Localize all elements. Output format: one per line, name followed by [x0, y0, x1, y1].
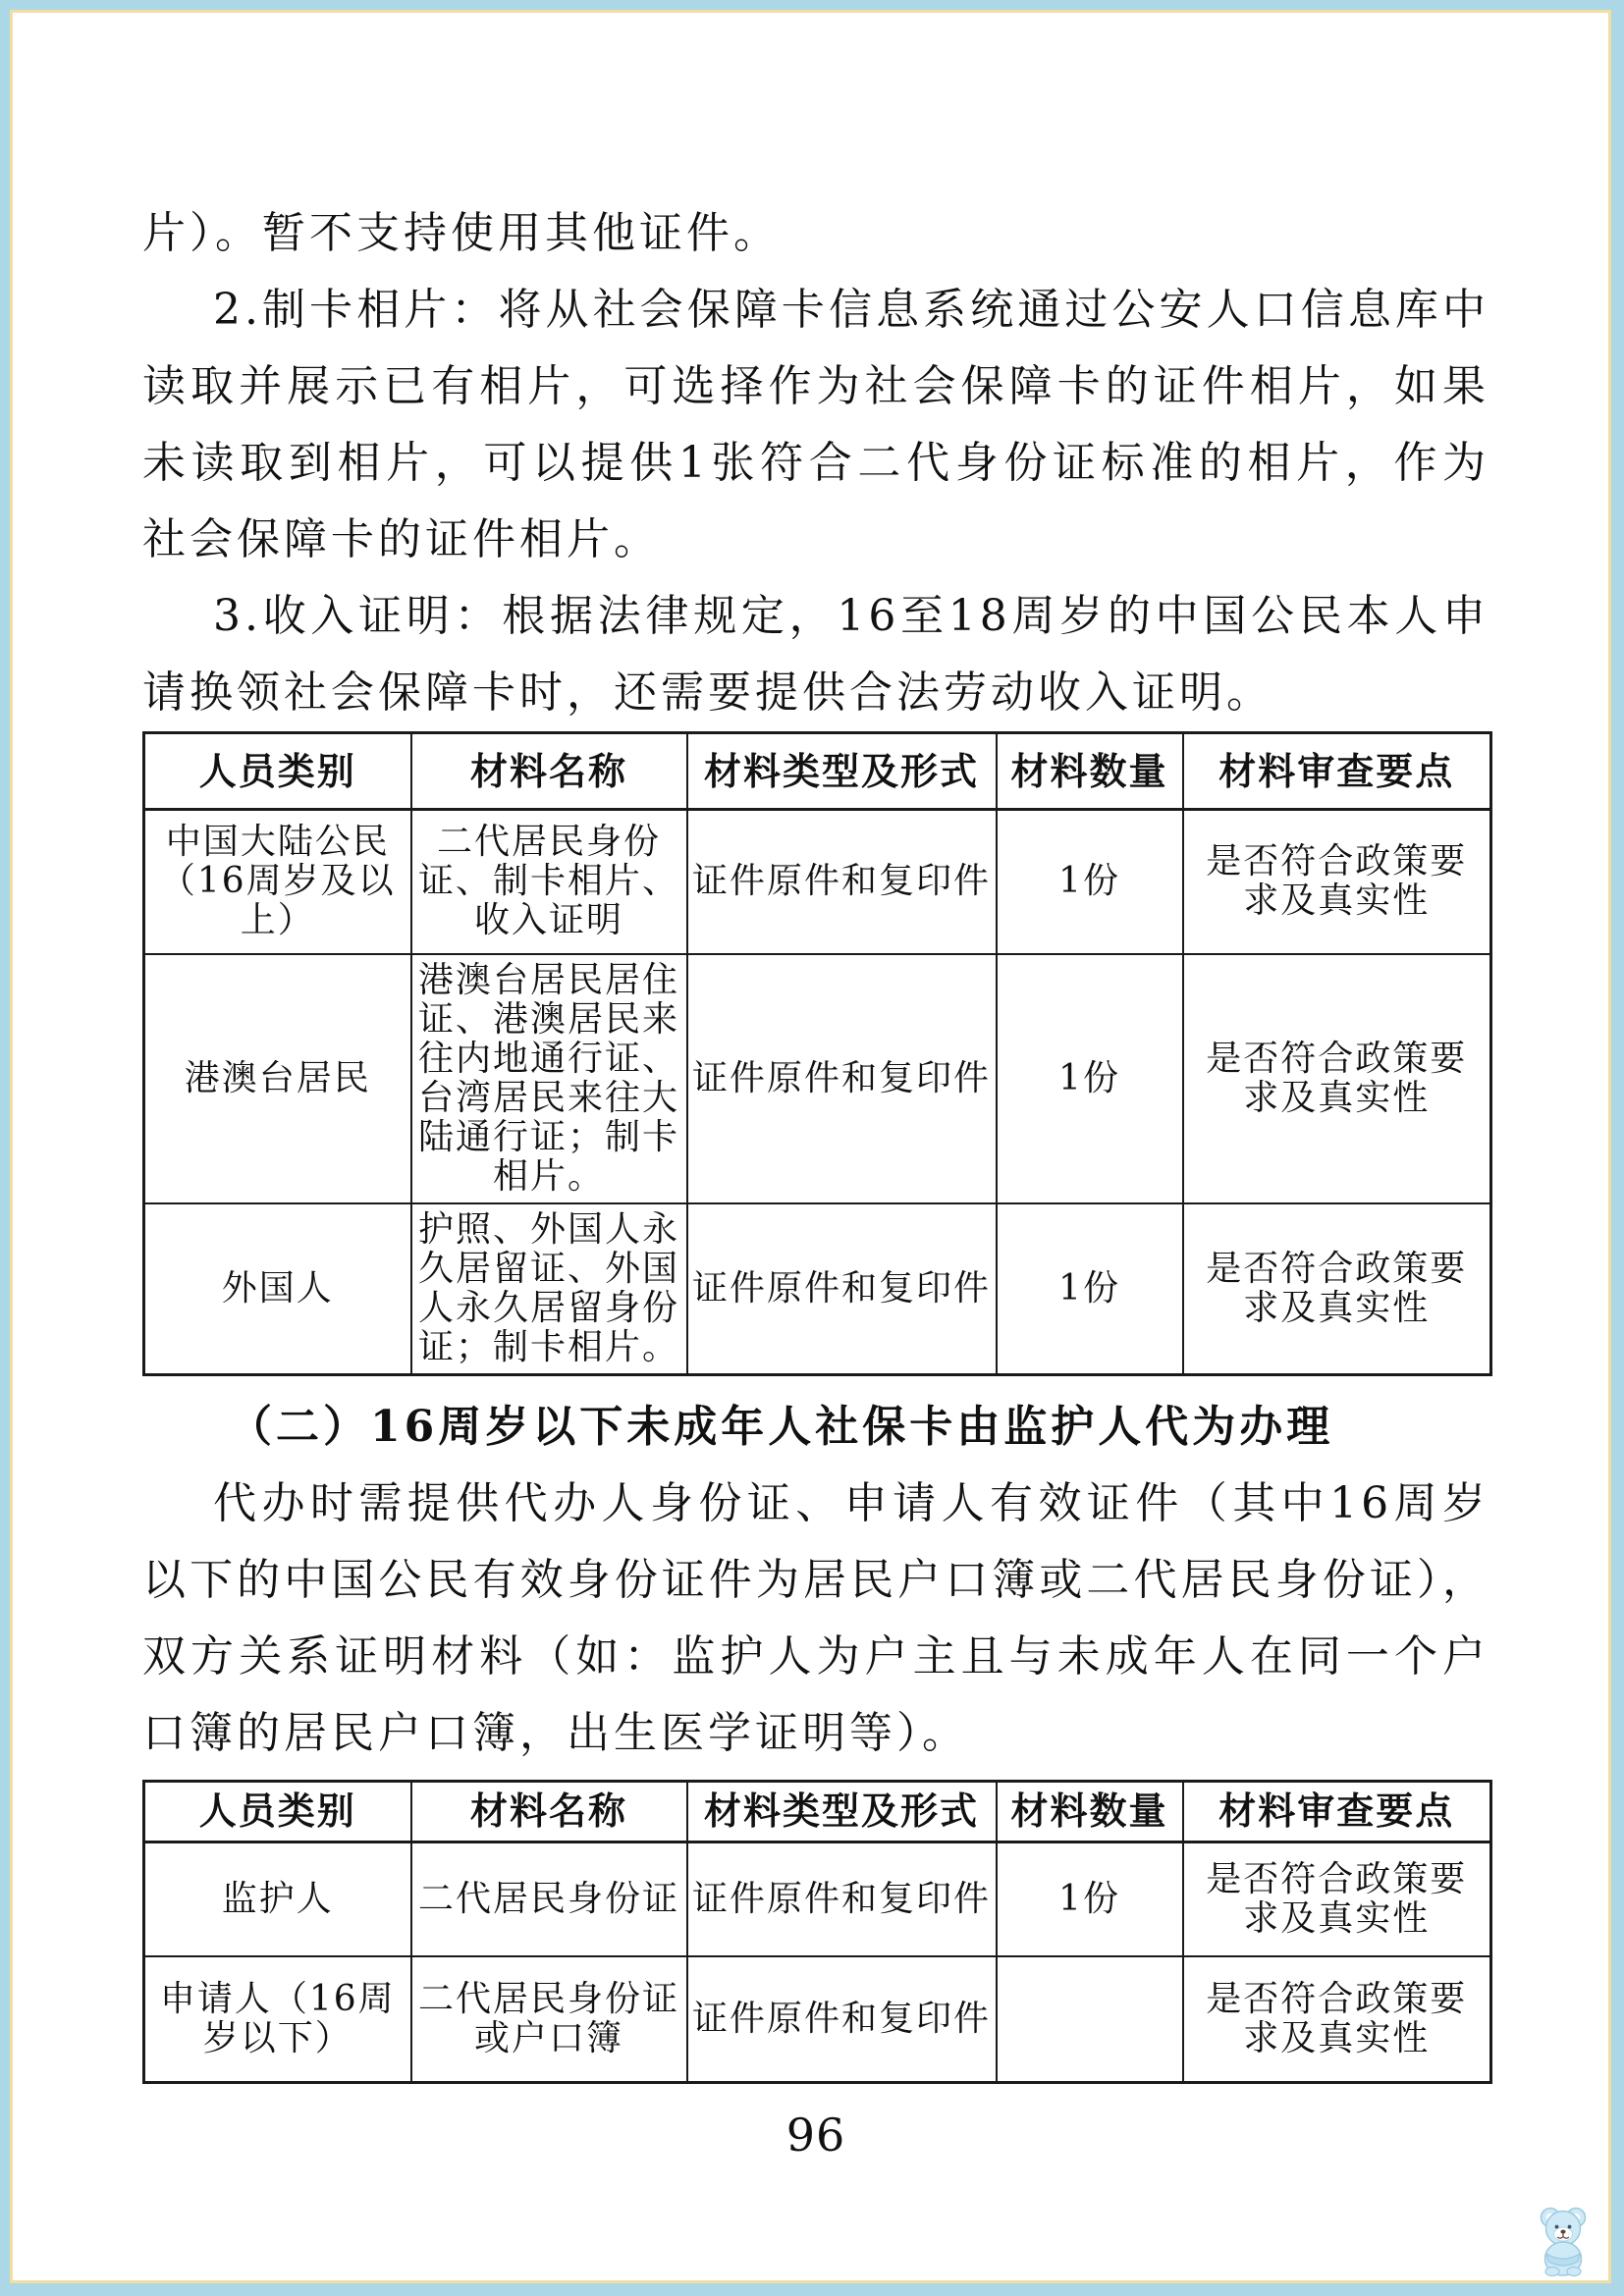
table-cell: 证件原件和复印件 [687, 1842, 997, 1956]
table-row [144, 954, 1491, 1203]
table-header-cell: 人员类别 [144, 1781, 411, 1842]
table-cell: 护照、外国人永久居留证、外国人永久居留身份证；制卡相片。 [411, 1203, 687, 1375]
materials-table-minors [142, 1780, 1492, 2084]
table-header-cell: 材料类型及形式 [687, 1781, 997, 1842]
table-cell: 二代居民身份证 [411, 1842, 687, 1956]
table-cell: 是否符合政策要求及真实性 [1183, 1956, 1491, 2082]
table-cell: 港澳台居民居住证、港澳居民来往内地通行证、台湾居民来往大陆通行证；制卡相片。 [411, 954, 687, 1203]
table-header-cell: 材料类型及形式 [687, 733, 997, 810]
materials-table-adults [142, 731, 1492, 1376]
table-cell: 1份 [997, 1842, 1183, 1956]
table-cell: 证件原件和复印件 [687, 954, 997, 1203]
table-header-row [144, 1781, 1491, 1842]
table-cell: 二代居民身份证、制卡相片、收入证明 [411, 810, 687, 954]
table-header-row [144, 733, 1491, 810]
table-cell: 中国大陆公民（16周岁及以上） [144, 810, 411, 954]
table-cell: 是否符合政策要求及真实性 [1183, 1203, 1491, 1375]
paragraph-continuation: 片）。暂不支持使用其他证件。 [142, 208, 781, 258]
page-number: 96 [785, 2108, 846, 2162]
table-row [144, 1203, 1491, 1375]
table-header-cell: 材料名称 [411, 733, 687, 810]
table-cell [997, 1956, 1183, 2082]
table-header-cell: 材料数量 [997, 733, 1183, 810]
table-cell: 二代居民身份证或户口簿 [411, 1956, 687, 2082]
table-cell: 1份 [997, 954, 1183, 1203]
table-cell: 港澳台居民 [144, 954, 411, 1203]
teddy-bear-icon [1530, 2202, 1597, 2276]
table-cell: 外国人 [144, 1203, 411, 1375]
table-header-cell: 材料名称 [411, 1781, 687, 1842]
table-row [144, 1842, 1491, 1956]
table-header-cell: 材料审查要点 [1183, 1781, 1491, 1842]
paragraph-income-proof: 3.收入证明：根据法律规定，16至18周岁的中国公民本人申请换领社会保障卡时，还需要提供合法劳动收入证明。 [142, 591, 1489, 718]
page-inner-frame [10, 10, 1611, 2283]
table-cell: 监护人 [144, 1842, 411, 1956]
table-cell: 是否符合政策要求及真实性 [1183, 1842, 1491, 1956]
section-heading: （二）16周岁以下未成年人社保卡由监护人代为办理 [229, 1401, 1334, 1452]
table-row [144, 1956, 1491, 2082]
paragraph-card-photo: 2.制卡相片：将从社会保障卡信息系统通过公安人口信息库中读取并展示已有相片，可选择作为社会保障卡的证件相片，如果未读取到相片，可以提供1张符合二代身份证标准的相片，作为社会保障卡的证件相片。 [142, 285, 1489, 564]
paragraph-proxy-application: 代办时需提供代办人身份证、申请人有效证件（其中16周岁以下的中国公民有效身份证件为居民户口簿或二代居民身份证），双方关系证明材料（如：监护人为户主且与未成年人在同一个户口簿的居民户口簿，出生医学证明等）。 [142, 1477, 1489, 1758]
table-cell: 是否符合政策要求及真实性 [1183, 954, 1491, 1203]
table-cell: 1份 [997, 810, 1183, 954]
table-cell: 是否符合政策要求及真实性 [1183, 810, 1491, 954]
table-cell: 申请人（16周岁以下） [144, 1956, 411, 2082]
table-header-cell: 人员类别 [144, 733, 411, 810]
table-cell: 1份 [997, 1203, 1183, 1375]
table-row [144, 810, 1491, 954]
table-cell: 证件原件和复印件 [687, 1203, 997, 1375]
table-cell: 证件原件和复印件 [687, 810, 997, 954]
table-header-cell: 材料数量 [997, 1781, 1183, 1842]
table-cell: 证件原件和复印件 [687, 1956, 997, 2082]
table-header-cell: 材料审查要点 [1183, 733, 1491, 810]
